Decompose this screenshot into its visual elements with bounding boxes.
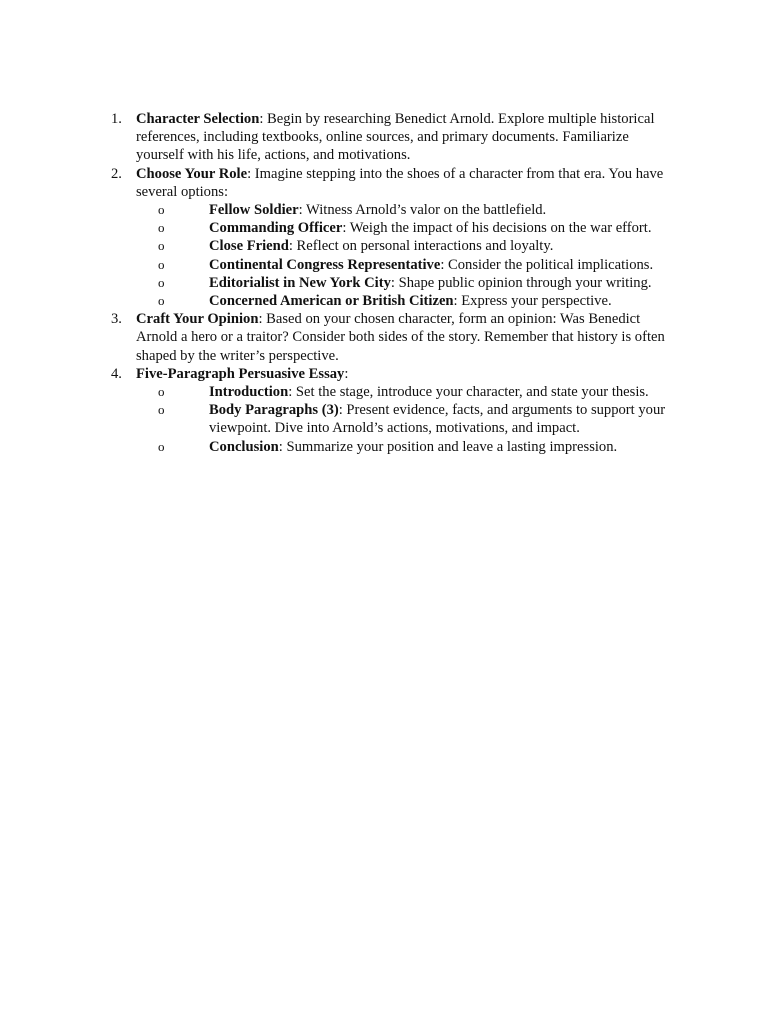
item-title: Five-Paragraph Persuasive Essay	[136, 365, 345, 382]
sub-item-title: Continental Congress Representative	[209, 256, 441, 273]
bullet-icon: o	[158, 256, 165, 272]
sub-item-text: : Express your perspective.	[453, 293, 612, 310]
sub-item-title: Fellow Soldier	[209, 202, 299, 219]
sub-item-conclusion	[136, 438, 668, 456]
list-item-persuasive-essay	[108, 365, 668, 456]
item-title: Choose Your Role	[136, 165, 248, 182]
bullet-icon: o	[158, 220, 165, 236]
sub-item-text: : Witness Arnold’s valor on the battlefield.	[298, 202, 547, 219]
bullet-icon: o	[158, 274, 165, 290]
sub-item-title: Concerned American or British Citizen	[209, 293, 454, 310]
list-number: 1.	[111, 111, 122, 127]
sub-item-commanding-officer	[136, 219, 668, 237]
sub-item-title: Editorialist in New York City	[209, 274, 391, 291]
sub-item-title: Commanding Officer	[209, 220, 343, 237]
sub-item-close-friend	[136, 237, 668, 255]
sub-item-text: : Consider the political implications.	[440, 256, 654, 273]
sub-item-title: Body Paragraphs (3)	[209, 402, 339, 419]
list-number: 3.	[111, 311, 122, 328]
item-title: Character Selection	[136, 111, 260, 127]
numbered-list	[108, 110, 668, 456]
item-text: : Begin by researching Benedict Arnold. Explore multiple historical references, including textbooks, online sources, and primary documents. Familiarize yourself with his life, actions, and motivations.	[136, 111, 655, 164]
list-number: 2.	[111, 165, 122, 182]
sub-item-concerned-citizen	[136, 292, 668, 310]
sub-item-title: Conclusion	[209, 438, 279, 455]
sub-item-body-paragraphs	[136, 401, 668, 437]
bullet-icon: o	[158, 293, 165, 309]
essay-parts-list	[136, 383, 668, 456]
sub-item-text: : Summarize your position and leave a lasting impression.	[278, 438, 618, 455]
sub-item-text: : Shape public opinion through your writing.	[390, 274, 652, 291]
item-text: : Based on your chosen character, form an opinion: Was Benedict Arnold a hero or a traitor? Consider both sides of the story. Remember that history is often shaped by the writer’s perspective.	[136, 311, 665, 364]
sub-item-continental-congress	[136, 256, 668, 274]
sub-item-text: : Present evidence, facts, and arguments to support your viewpoint. Dive into Arnold’s actions, motivations, and impact.	[209, 402, 666, 437]
item-text: : Imagine stepping into the shoes of a character from that era. You have several options:	[136, 165, 664, 200]
sub-item-editorialist	[136, 274, 668, 292]
sub-item-title: Introduction	[209, 384, 289, 401]
list-item-craft-your-opinion	[108, 310, 668, 365]
sub-item-title: Close Friend	[209, 238, 289, 255]
sub-item-introduction	[136, 383, 668, 401]
item-text: :	[344, 365, 349, 382]
bullet-icon: o	[158, 202, 165, 218]
bullet-icon: o	[158, 402, 165, 418]
bullet-icon: o	[158, 384, 165, 400]
sub-item-text: : Set the stage, introduce your character, and state your thesis.	[288, 384, 649, 401]
role-options-list	[136, 201, 668, 310]
bullet-icon: o	[158, 438, 165, 454]
item-title: Craft Your Opinion	[136, 311, 259, 328]
sub-item-fellow-soldier	[136, 201, 668, 219]
list-item-character-selection	[108, 110, 668, 165]
list-item-choose-your-role	[108, 165, 668, 311]
document-body	[108, 110, 668, 456]
sub-item-text: : Weigh the impact of his decisions on the war effort.	[342, 220, 652, 237]
bullet-icon: o	[158, 238, 165, 254]
sub-item-text: : Reflect on personal interactions and loyalty.	[288, 238, 554, 255]
list-number: 4.	[111, 365, 122, 382]
